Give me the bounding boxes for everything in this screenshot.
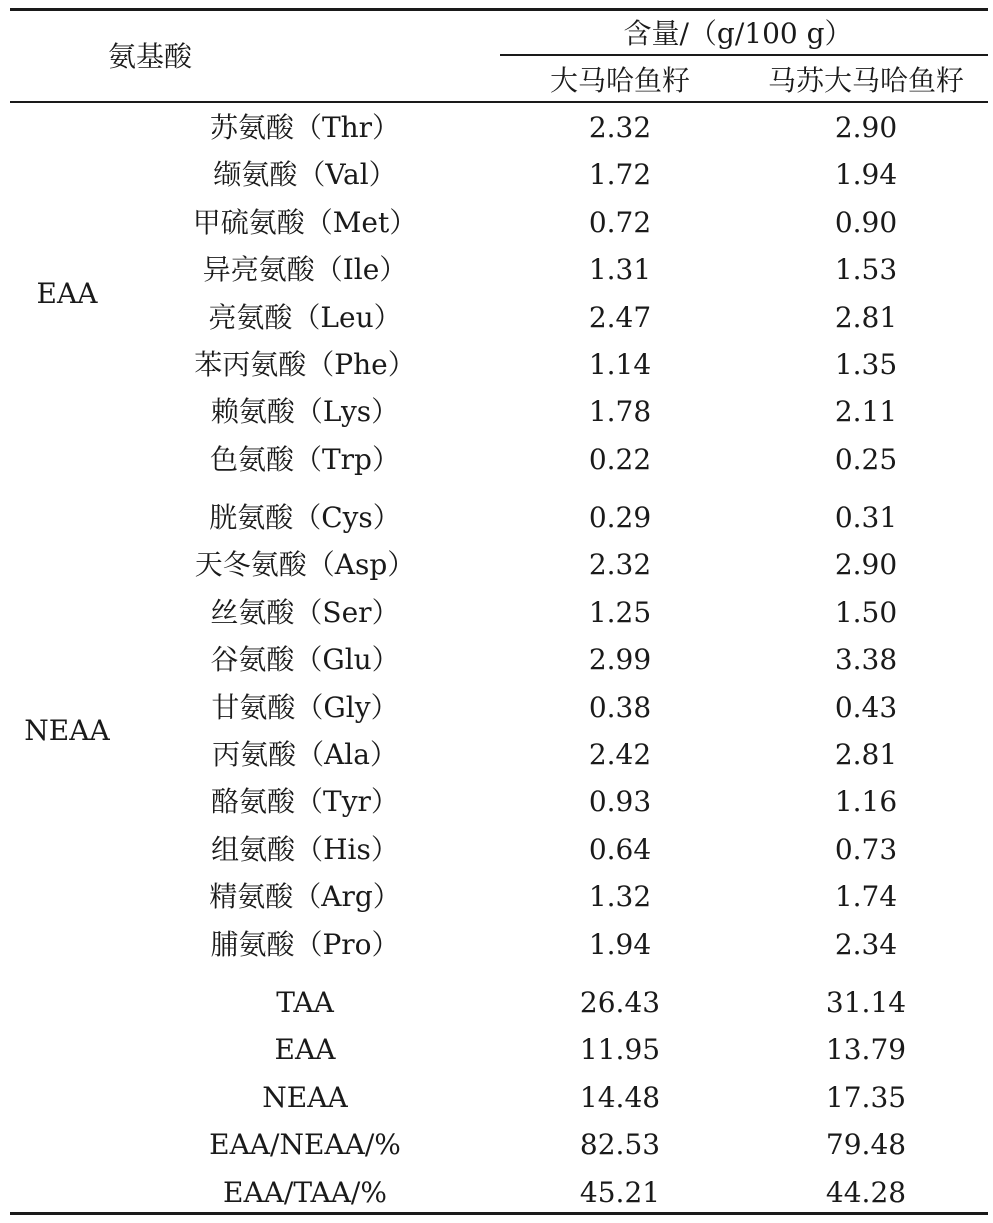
group-label-neaa: NEAA [24, 714, 110, 747]
summary-row-value-1: 45.21 [579, 1175, 661, 1209]
eaa-row-name: 甲硫氨酸（Met） [192, 205, 418, 239]
eaa-row-value-1: 0.22 [588, 442, 652, 476]
neaa-row-name: 胱氨酸（Cys） [209, 501, 401, 534]
eaa-row-name: 苯丙氨酸（Phe） [194, 348, 416, 381]
eaa-row-value-1: 2.32 [588, 111, 652, 144]
neaa-row-value-1: 2.42 [588, 738, 652, 771]
header-subrule [500, 54, 988, 56]
eaa-row-value-1: 2.47 [588, 300, 652, 334]
summary-row-name: TAA [276, 986, 334, 1019]
eaa-row-value-1: 0.72 [588, 205, 652, 239]
neaa-row-value-1: 0.93 [588, 785, 652, 819]
summary-row-name: EAA/NEAA/% [209, 1128, 401, 1162]
neaa-row-name: 丝氨酸（Ser） [210, 595, 400, 629]
neaa-row-value-1: 1.32 [588, 880, 652, 914]
group-label-eaa: EAA [36, 277, 98, 310]
summary-row-value-1: 26.43 [579, 986, 661, 1019]
summary-row-value-1: 82.53 [579, 1128, 661, 1162]
eaa-row-value-1: 1.14 [588, 348, 652, 381]
eaa-row-name: 亮氨酸（Leu） [208, 300, 402, 334]
neaa-row-name: 甘氨酸（Gly） [211, 690, 399, 724]
eaa-row-value-2: 2.81 [834, 300, 898, 334]
neaa-row-value-1: 2.99 [588, 643, 652, 677]
eaa-row-value-2: 2.11 [834, 395, 898, 429]
summary-row-value-1: 14.48 [579, 1080, 661, 1114]
neaa-row-name: 精氨酸（Arg） [209, 880, 401, 914]
summary-row-value-2: 13.79 [825, 1033, 907, 1067]
neaa-row-value-2: 2.81 [834, 738, 898, 771]
header-col-1: 大马哈鱼籽 [549, 64, 691, 97]
neaa-row-value-2: 2.90 [834, 548, 898, 582]
summary-row-name: EAA/TAA/% [223, 1175, 387, 1209]
neaa-row-name: 丙氨酸（Ala） [212, 738, 398, 771]
eaa-row-name: 苏氨酸（Thr） [209, 111, 401, 144]
top-rule [10, 8, 988, 11]
neaa-row-value-2: 0.73 [834, 832, 898, 866]
neaa-row-value-2: 0.31 [834, 501, 898, 534]
neaa-row-value-2: 1.16 [834, 785, 898, 819]
eaa-row-value-1: 1.72 [588, 158, 652, 192]
eaa-row-name: 赖氨酸（Lys） [210, 395, 400, 429]
eaa-row-value-2: 2.90 [834, 111, 898, 144]
neaa-row-name: 酪氨酸（Tyr） [211, 785, 399, 819]
eaa-row-value-1: 1.31 [588, 253, 652, 287]
eaa-row-value-2: 1.53 [834, 253, 898, 287]
header-col-2: 马苏大马哈鱼籽 [767, 64, 965, 97]
neaa-row-name: 天冬氨酸（Asp） [194, 548, 416, 582]
eaa-row-value-2: 1.35 [834, 348, 898, 381]
neaa-row-value-2: 3.38 [834, 643, 898, 677]
eaa-row-name: 色氨酸（Trp） [210, 442, 400, 476]
eaa-row-name: 异亮氨酸（Ile） [202, 253, 408, 287]
neaa-row-value-1: 2.32 [588, 548, 652, 582]
summary-row-value-1: 11.95 [579, 1033, 661, 1067]
header-amino-acid: 氨基酸 [107, 40, 193, 73]
eaa-row-value-1: 1.78 [588, 395, 652, 429]
neaa-row-value-2: 1.74 [834, 880, 898, 914]
header-rule [10, 101, 988, 103]
neaa-row-name: 脯氨酸（Pro） [210, 927, 400, 961]
header-content: 含量/（g/100 g） [623, 17, 853, 50]
neaa-row-value-2: 1.50 [834, 595, 898, 629]
eaa-row-value-2: 0.25 [834, 442, 898, 476]
neaa-row-name: 谷氨酸（Glu） [210, 643, 400, 677]
eaa-row-value-2: 1.94 [834, 158, 898, 192]
eaa-row-value-2: 0.90 [834, 205, 898, 239]
neaa-row-value-1: 1.25 [588, 595, 652, 629]
summary-row-name: NEAA [262, 1080, 348, 1114]
neaa-row-value-1: 1.94 [588, 927, 652, 961]
summary-row-value-2: 79.48 [825, 1128, 907, 1162]
neaa-row-value-1: 0.64 [588, 832, 652, 866]
eaa-row-name: 缬氨酸（Val） [213, 158, 397, 192]
neaa-row-value-2: 0.43 [834, 690, 898, 724]
neaa-row-value-2: 2.34 [834, 927, 898, 961]
bottom-rule [10, 1212, 988, 1215]
neaa-row-value-1: 0.29 [588, 501, 652, 534]
neaa-row-name: 组氨酸（His） [211, 832, 399, 866]
summary-row-value-2: 17.35 [825, 1080, 907, 1114]
neaa-row-value-1: 0.38 [588, 690, 652, 724]
summary-row-value-2: 31.14 [825, 986, 907, 1019]
summary-row-value-2: 44.28 [825, 1175, 907, 1209]
summary-row-name: EAA [274, 1033, 336, 1067]
